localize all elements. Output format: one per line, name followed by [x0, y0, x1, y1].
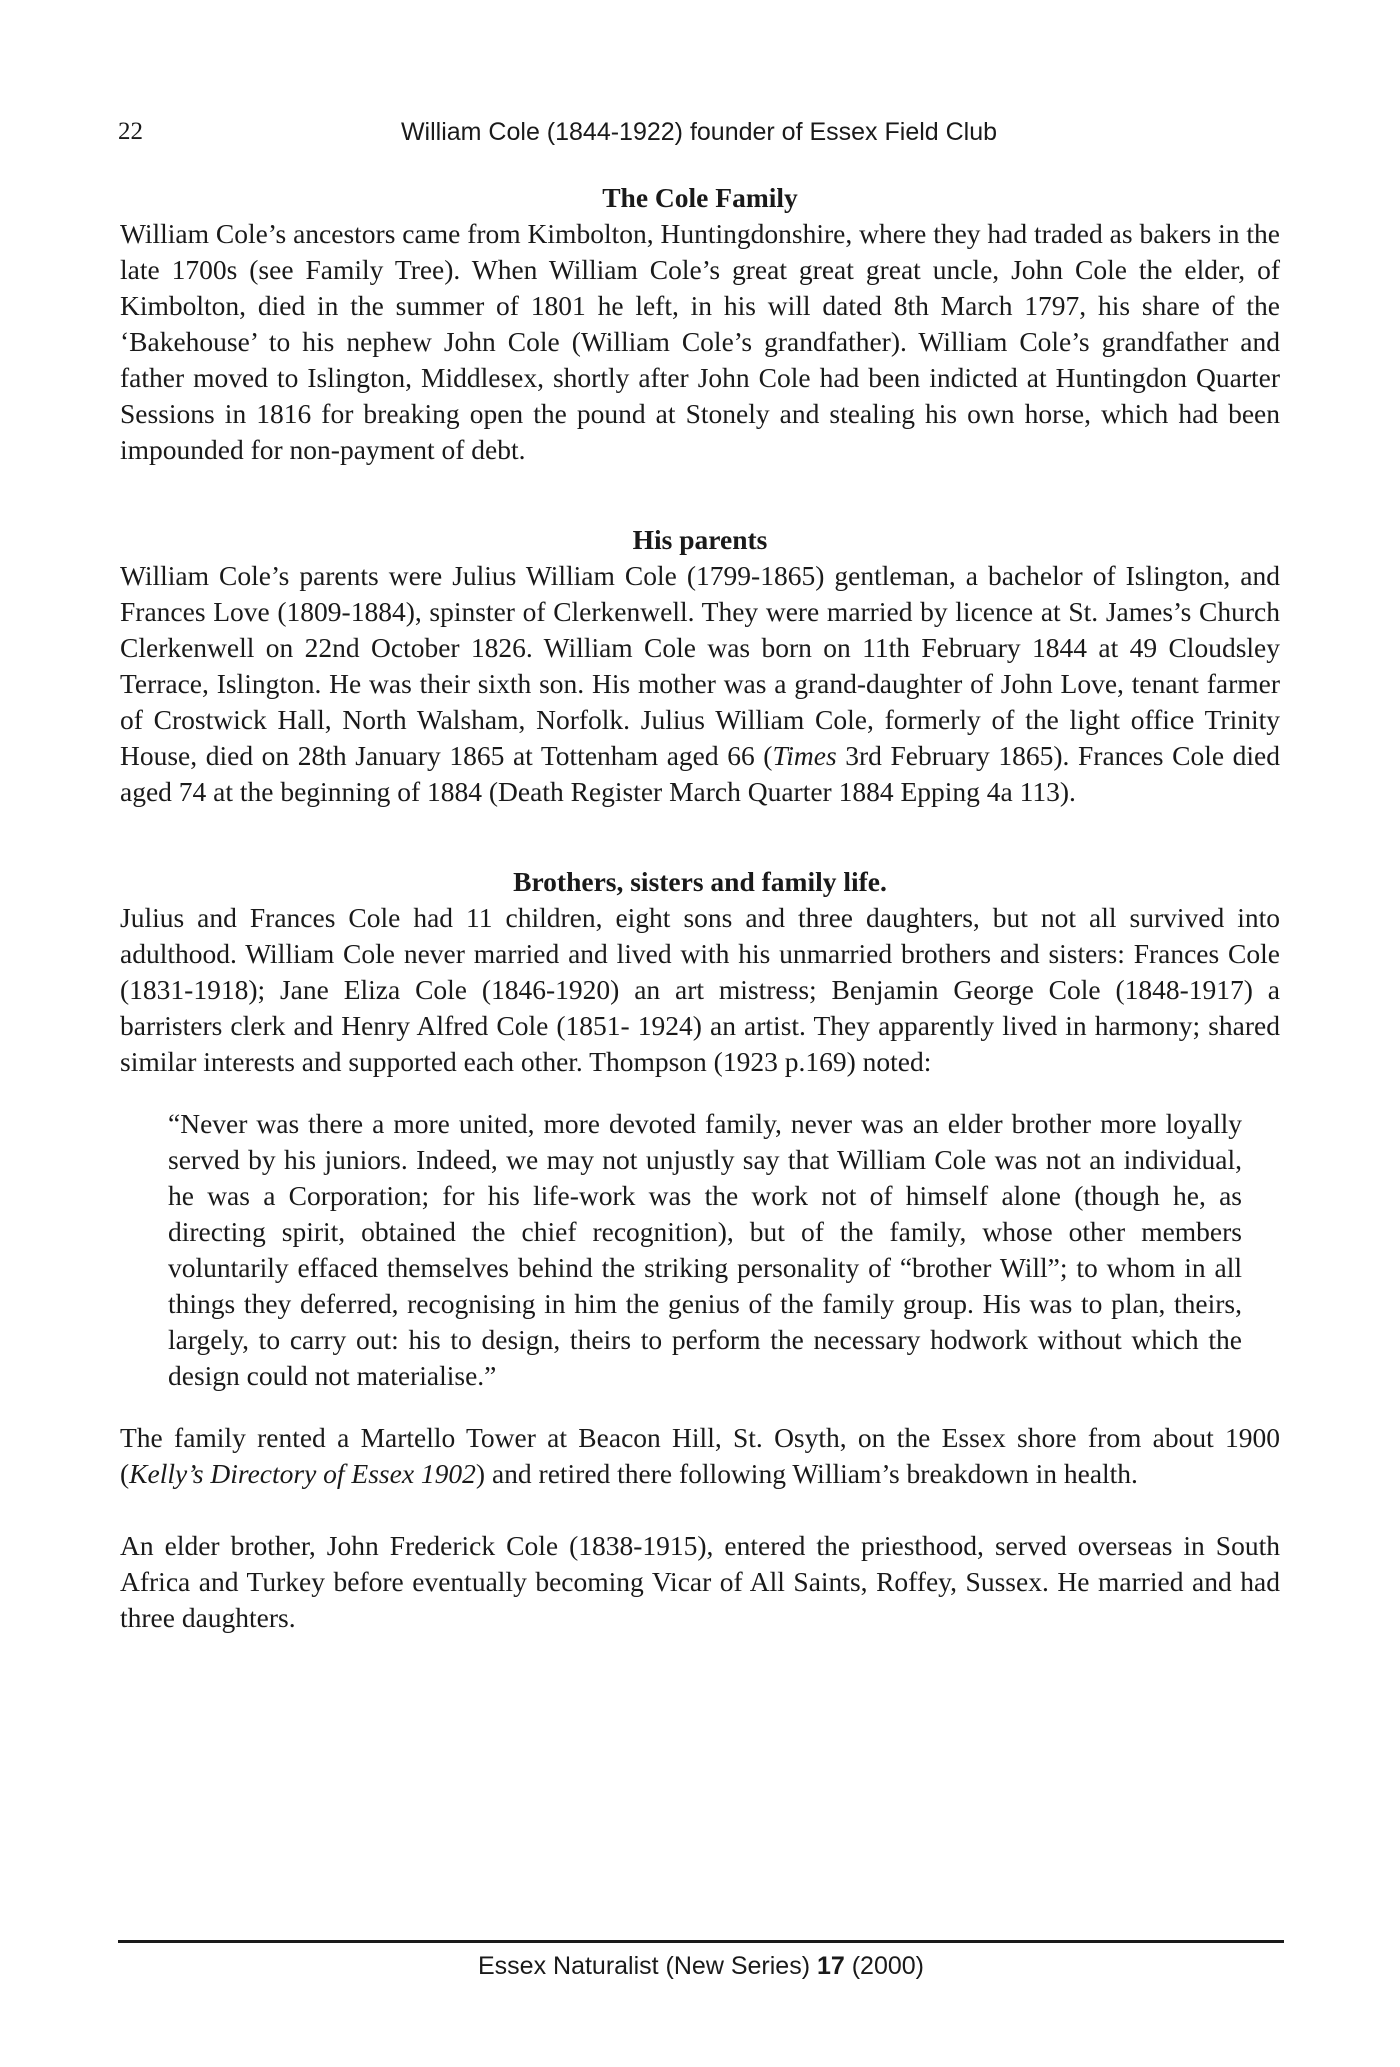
article-body [120, 180, 1280, 1636]
section-heading: His parents [632, 524, 768, 555]
paragraph-text: The family rented a Martello Tower at Beacon Hill, St. Osyth, on the Essex shore from about 1900 ( [120, 1422, 1280, 1489]
body-paragraph: An elder brother, John Frederick Cole (1838-1915), entered the priesthood, served overseas in South Africa and Turkey before eventually becoming Vicar of All Saints, Roffey, Sussex. He married and had three daughters. [120, 1530, 1280, 1633]
publication-year: (2000) [851, 1952, 924, 1980]
footer-rule [118, 1940, 1284, 1943]
citation-title: Kelly’s Directory of Essex 1902 [129, 1458, 476, 1489]
section-cole-family [120, 180, 1280, 468]
section-parents [120, 522, 1280, 810]
footer-citation [118, 1952, 1284, 1981]
page-number: 22 [118, 118, 143, 145]
running-title: William Cole (1844-1922) founder of Essex Field Club [400, 118, 998, 146]
body-paragraph [120, 1420, 1280, 1492]
citation-title: Times [772, 740, 837, 771]
journal-name: Essex Naturalist (New Series) [477, 1952, 811, 1980]
section-heading: The Cole Family [602, 182, 798, 213]
body-paragraph [120, 558, 1280, 810]
body-paragraph: William Cole’s ancestors came from Kimbolton, Huntingdonshire, where they had traded as bakers in the late 1700s (see Family Tree). When William Cole’s great great great uncle, John Cole the elder, of Kimbolton, died in the summer of 1801 he left, in his will dated 8th March 1797, his share of the ‘Bakehouse’ to his nephew John Cole (William Cole’s grandfather). William Cole’s grandfather and father moved to Islington, Middlesex, shortly after John Cole had been indicted at Huntingdon Quarter Sessions in 1816 for breaking open the pound at Stonely and stealing his own horse, which had been impounded for non-payment of debt. [120, 218, 1280, 465]
volume-number: 17 [816, 1952, 845, 1980]
section-heading: Brothers, sisters and family life. [513, 866, 887, 897]
running-head [118, 118, 1280, 152]
paragraph-text: ) and retired there following William’s breakdown in health. [475, 1458, 1138, 1489]
body-paragraph: Julius and Frances Cole had 11 children, eight sons and three daughters, but not all survived into adulthood. William Cole never married and lived with his unmarried brothers and sisters: Frances Cole (1831-1918); Jane Eliza Cole (1846-1920) an art mistress; Benjamin George Cole (1848-1917) a barristers clerk and Henry Alfred Cole (1851- 1924) an artist. They apparently lived in harmony; shared similar interests and supported each other. Thompson (1923 p.169) noted: [120, 902, 1280, 1077]
section-family-life [120, 864, 1280, 1636]
paragraph-text: 3rd February 1865). Frances Cole died aged 74 at the beginning of 1884 (Death Register March Quarter 1884 Epping 4a 113). [120, 740, 1280, 807]
paragraph-text: William Cole’s parents were Julius William Cole (1799-1865) gentleman, a bachelor of Islington, and Frances Love (1809-1884), spinster of Clerkenwell. They were married by licence at St. James’s Church Clerkenwell on 22nd October 1826. William Cole was born on 11th February 1844 at 49 Cloudsley Terrace, Islington. He was their sixth son. His mother was a grand-daughter of John Love, tenant farmer of Crostwick Hall, North Walsham, Norfolk. Julius William Cole, formerly of the light office Trinity House, died on 28th January 1865 at Tottenham aged 66 ( [120, 560, 1280, 771]
block-quote: “Never was there a more united, more devoted family, never was an elder brother more loyally served by his juniors. Indeed, we may not unjustly say that William Cole was not an individual, he was a Corporation; for his life-work was the work not of himself alone (though he, as directing spirit, obtained the chief recognition), but of the family, whose other members voluntarily effaced themselves behind the striking personality of “brother Will”; to whom in all things they deferred, recognising in him the genius of the family group. His was to plan, theirs, largely, to carry out: his to design, theirs to perform the necessary hodwork without which the design could not materialise.” [168, 1108, 1242, 1391]
